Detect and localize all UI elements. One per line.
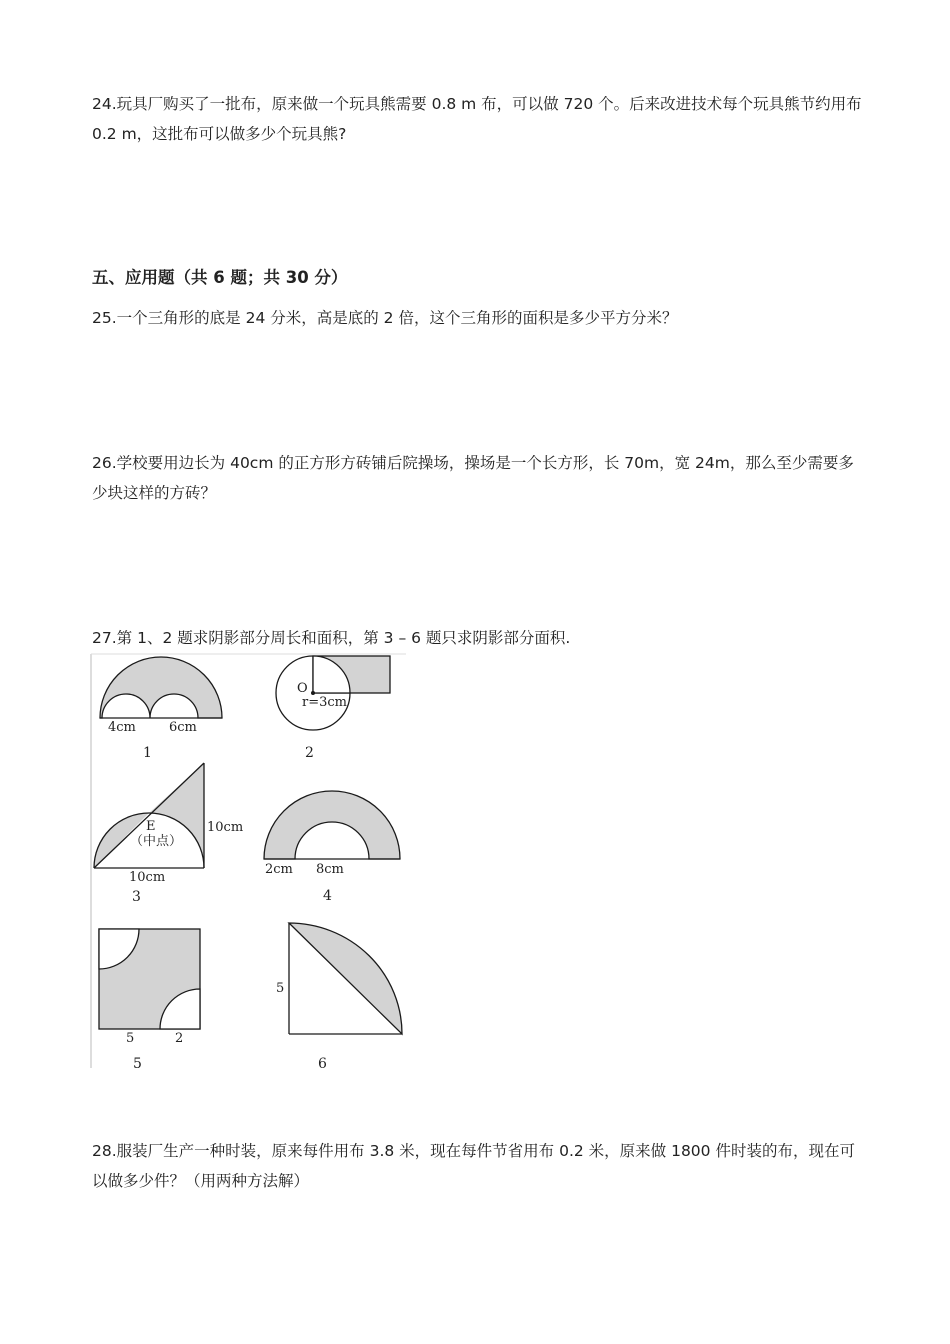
figure-6-side-label: 5 (276, 981, 285, 996)
figure-5-label-5: 5 (126, 1031, 135, 1046)
figure-2-number: 2 (305, 745, 314, 761)
question-25: 25.一个三角形的底是 24 分米，高是底的 2 倍，这个三角形的面积是多少平方分米？ (92, 309, 678, 327)
figure-3 (94, 763, 243, 905)
figure-1-label-4cm: 4cm (108, 720, 136, 735)
figure-3-base-label: 10cm (129, 870, 166, 885)
figure-1-number: 1 (143, 745, 152, 761)
figure-3-note: （中点） (130, 834, 183, 849)
section-title: 五、应用题（共 6 题；共 30 分） (92, 268, 348, 287)
question-24: 24.玩具厂购买了一批布，原来做一个玩具熊需要 0.8 m 布，可以做 720 个。后来改进技术每个玩具熊节约用布 0.2 m，这批布可以做多少个玩具熊? (92, 95, 862, 143)
figure-5-number: 5 (133, 1056, 142, 1070)
question-26: 26.学校要用边长为 40cm 的正方形方砖铺后院操场，操场是一个长方形，长 70m，宽 24m，那么至少需要多少块这样的方砖？ (92, 454, 854, 502)
figure-4-label-2cm: 2cm (265, 862, 293, 877)
geometry-figures (90, 652, 406, 1070)
figure-5 (99, 929, 200, 1070)
figure-6 (276, 923, 402, 1070)
figure-2-radius-label: r=3cm (302, 695, 347, 710)
figure-3-number: 3 (132, 889, 141, 905)
figure-1-shaded (100, 657, 222, 718)
figure-4-number: 4 (323, 888, 332, 904)
question-27: 27.第 1、2 题求阴影部分周长和面积，第 3 – 6 题只求阴影部分面积. (92, 629, 571, 647)
figure-3-point-label: E (146, 819, 156, 834)
figure-4 (264, 791, 400, 904)
figure-4-shaded-ring (264, 791, 400, 859)
question-28: 28.服装厂生产一种时装，原来每件用布 3.8 米，现在每件节省用布 0.2 米，原来做 1800 件时装的布，现在可以做多少件？（用两种方法解） (92, 1142, 855, 1190)
figure-6-number: 6 (318, 1056, 327, 1070)
figure-5-label-2: 2 (175, 1031, 184, 1046)
figure-4-label-8cm: 8cm (316, 862, 344, 877)
figure-2 (276, 656, 390, 761)
figure-2-center-label: O (297, 681, 308, 696)
figure-1 (100, 657, 222, 761)
figure-1-label-6cm: 6cm (169, 720, 197, 735)
figure-6-shaded-segment (289, 923, 402, 1034)
figure-3-side-label: 10cm (207, 820, 244, 835)
figure-3-shaded-right (149, 763, 204, 868)
